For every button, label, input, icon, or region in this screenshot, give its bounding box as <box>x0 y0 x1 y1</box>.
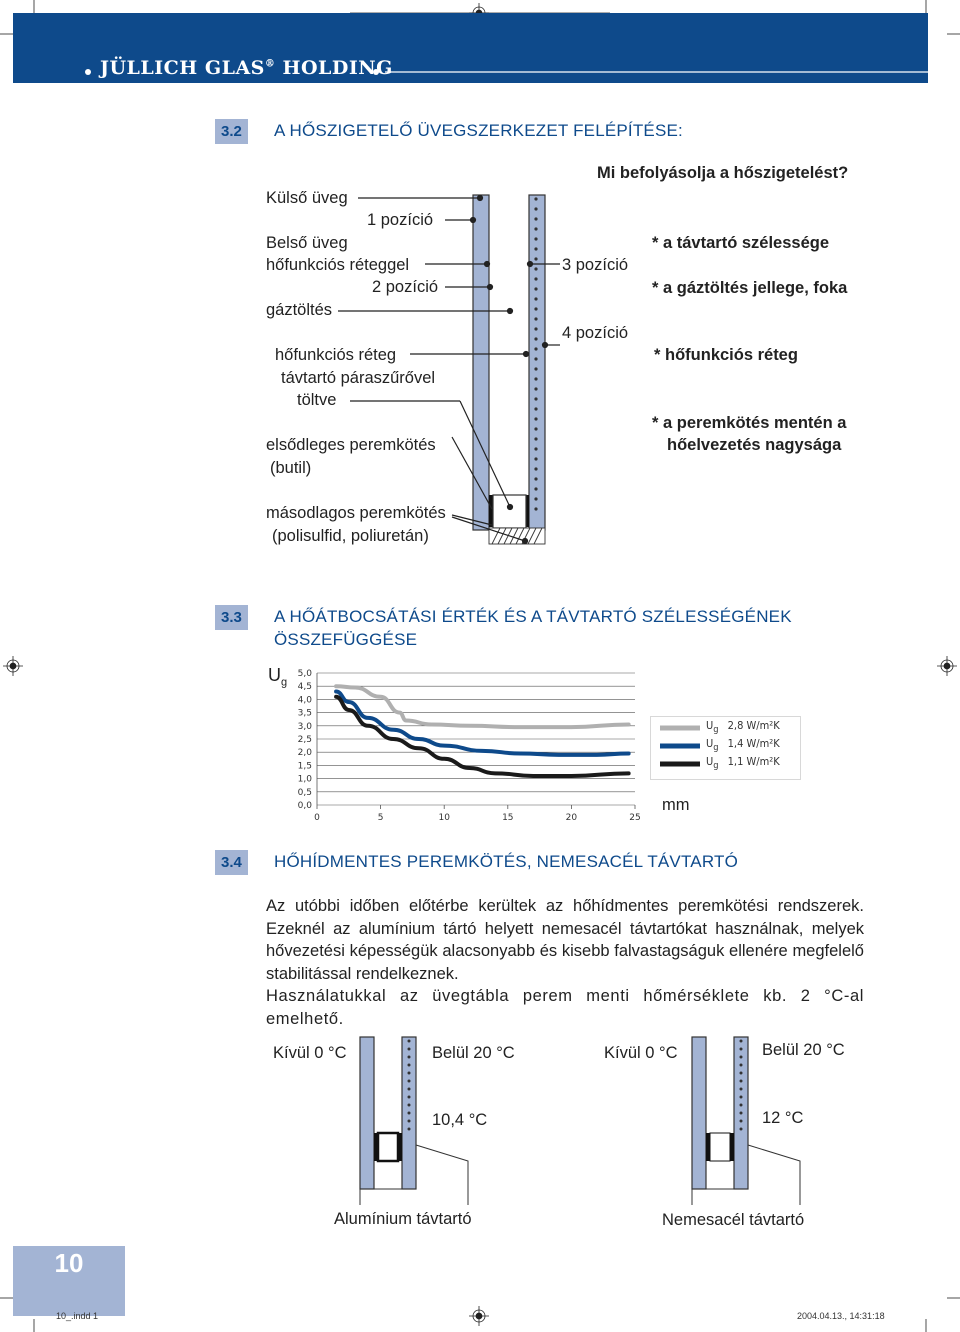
y-tick-label: 4,5 <box>297 682 312 693</box>
x-tick-label: 0 <box>314 813 320 823</box>
label-polisulfid: (polisulfid, poliuretán) <box>272 527 429 545</box>
left-outside-temp: Kívül 0 °C <box>273 1044 347 1062</box>
factor-item: * a távtartó szélessége <box>652 234 830 252</box>
y-tick-label: 4,0 <box>297 695 312 706</box>
registration-mark-right <box>937 656 957 676</box>
chart-x-unit: mm <box>662 796 690 814</box>
registration-mark-bottom <box>469 1306 489 1326</box>
legend-label: U <box>706 719 714 732</box>
label-toltve: töltve <box>297 391 337 409</box>
legend-swatches <box>656 716 702 778</box>
label-kulso-uveg: Külső üveg <box>266 189 348 207</box>
label-masodlagos: másodlagos peremkötés <box>266 504 446 522</box>
brand-logo <box>100 57 393 79</box>
label-pozicio-3: 3 pozíció <box>562 256 629 274</box>
factors-heading: Mi befolyásolja a hőszigetelést? <box>597 164 849 182</box>
page-number: 10 <box>54 1248 84 1278</box>
legend-label: U <box>706 737 714 750</box>
section-3-4-paragraph <box>266 895 864 1031</box>
legend-item <box>706 755 780 771</box>
x-tick-label: 20 <box>565 813 578 823</box>
right-edge-temp: 12 °C <box>762 1109 804 1127</box>
legend-value: 1,4 W/m²K <box>727 737 780 750</box>
x-tick-label: 15 <box>502 813 514 823</box>
section-number-3-2: 3.2 <box>215 119 248 144</box>
registered-mark: ® <box>264 58 276 70</box>
label-tavtarto: távtartó páraszűrővel <box>281 369 436 387</box>
y-axis-label-main: U <box>268 665 281 685</box>
legend-item <box>706 719 780 735</box>
x-tick-label: 25 <box>629 813 641 823</box>
factor-item-continuation: hőelvezetés nagysága <box>667 436 842 454</box>
right-outside-temp: Kívül 0 °C <box>604 1044 678 1062</box>
section-number-3-4: 3.4 <box>215 850 248 875</box>
left-edge-temp: 10,4 °C <box>432 1111 488 1129</box>
y-tick-label: 0,5 <box>297 787 312 798</box>
legend-sub: g <box>713 742 719 754</box>
footer-file-name: 10_.indd 1 <box>56 1311 99 1321</box>
label-elsodleges: elsődleges peremkötés <box>266 436 436 454</box>
registration-mark-left <box>3 656 23 676</box>
footer-timestamp: 2004.04.13., 14:31:18 <box>797 1311 885 1321</box>
y-axis-label-sub: g <box>281 676 288 689</box>
legend-value: 1,1 W/m²K <box>727 755 780 768</box>
ug-chart <box>290 665 650 825</box>
y-tick-label: 3,0 <box>297 721 312 732</box>
y-tick-label: 2,0 <box>297 748 312 759</box>
label-butil: (butil) <box>270 459 312 477</box>
chart-y-axis-label <box>268 665 287 689</box>
brand-suffix: HOLDING <box>282 57 393 79</box>
section-title-3-2: A HŐSZIGETELŐ ÜVEGSZERKEZET FELÉPÍTÉSE: <box>274 121 683 140</box>
spacer <box>493 495 526 528</box>
y-tick-label: 1,0 <box>297 774 312 785</box>
section-title-3-4: HŐHÍDMENTES PEREMKÖTÉS, NEMESACÉL TÁVTARTÓ <box>274 852 739 871</box>
label-belso-uveg: Belső üveg <box>266 234 348 252</box>
label-hofunkcios-reteggel: hőfunkciós réteggel <box>266 256 410 274</box>
section-title-3-3-line1: A HŐÁTBOCSÁTÁSI ÉRTÉK ÉS A TÁVTARTÓ SZÉLESSÉGÉNEK <box>274 607 792 626</box>
right-inside-temp: Belül 20 °C <box>762 1041 845 1059</box>
paragraph-text: Használatukkal az üvegtábla perem menti hőmérséklete kb. 2 °C-al emelhető. <box>266 987 864 1028</box>
y-tick-label: 0,0 <box>297 801 312 811</box>
legend-label: U <box>706 755 714 768</box>
section-number-3-3: 3.3 <box>215 605 248 630</box>
legend-value: 2,8 W/m²K <box>727 719 780 732</box>
label-gaztoltes: gáztöltés <box>266 301 333 319</box>
right-diagram-caption: Nemesacél távtartó <box>662 1211 805 1229</box>
y-tick-label: 5,0 <box>297 669 312 679</box>
x-tick-label: 10 <box>438 813 450 823</box>
y-tick-label: 3,5 <box>297 708 312 719</box>
y-tick-label: 1,5 <box>297 761 312 772</box>
secondary-seal <box>489 528 545 544</box>
legend-item <box>706 737 780 753</box>
x-tick-label: 5 <box>377 813 384 823</box>
glass-unit-diagram <box>330 185 570 550</box>
legend-sub: g <box>713 760 719 772</box>
left-inside-temp: Belül 20 °C <box>432 1044 515 1062</box>
label-pozicio-4: 4 pozíció <box>562 324 629 342</box>
brand-name: JÜLLICH GLAS <box>100 57 265 79</box>
label-hofunkcios-reteg: hőfunkciós réteg <box>275 346 397 364</box>
factor-item: * hőfunkciós réteg <box>654 346 798 364</box>
factor-item: * a peremkötés mentén a <box>652 414 847 432</box>
y-tick-label: 2,5 <box>297 735 312 745</box>
factor-item: * a gáztöltés jellege, foka <box>652 279 848 297</box>
left-diagram-caption: Alumínium távtartó <box>334 1210 472 1228</box>
section-title-3-3-line2: ÖSSZEFÜGGÉSE <box>274 630 418 649</box>
label-pozicio-2: 2 pozíció <box>372 278 439 296</box>
label-pozicio-1: 1 pozíció <box>367 211 434 229</box>
paragraph-text: Az utóbbi időben előtérbe kerültek az hőhídmentes peremkötési rendszerek. Ezeknél az alumínium tártó helyett nemesacél távtartókat használnak, melyek hővezetési képességük alacsonyabb és kisebb falvastagságuk ellenére megfelelő stabilitással rendelkeznek. <box>266 897 864 983</box>
legend-sub: g <box>713 724 719 736</box>
